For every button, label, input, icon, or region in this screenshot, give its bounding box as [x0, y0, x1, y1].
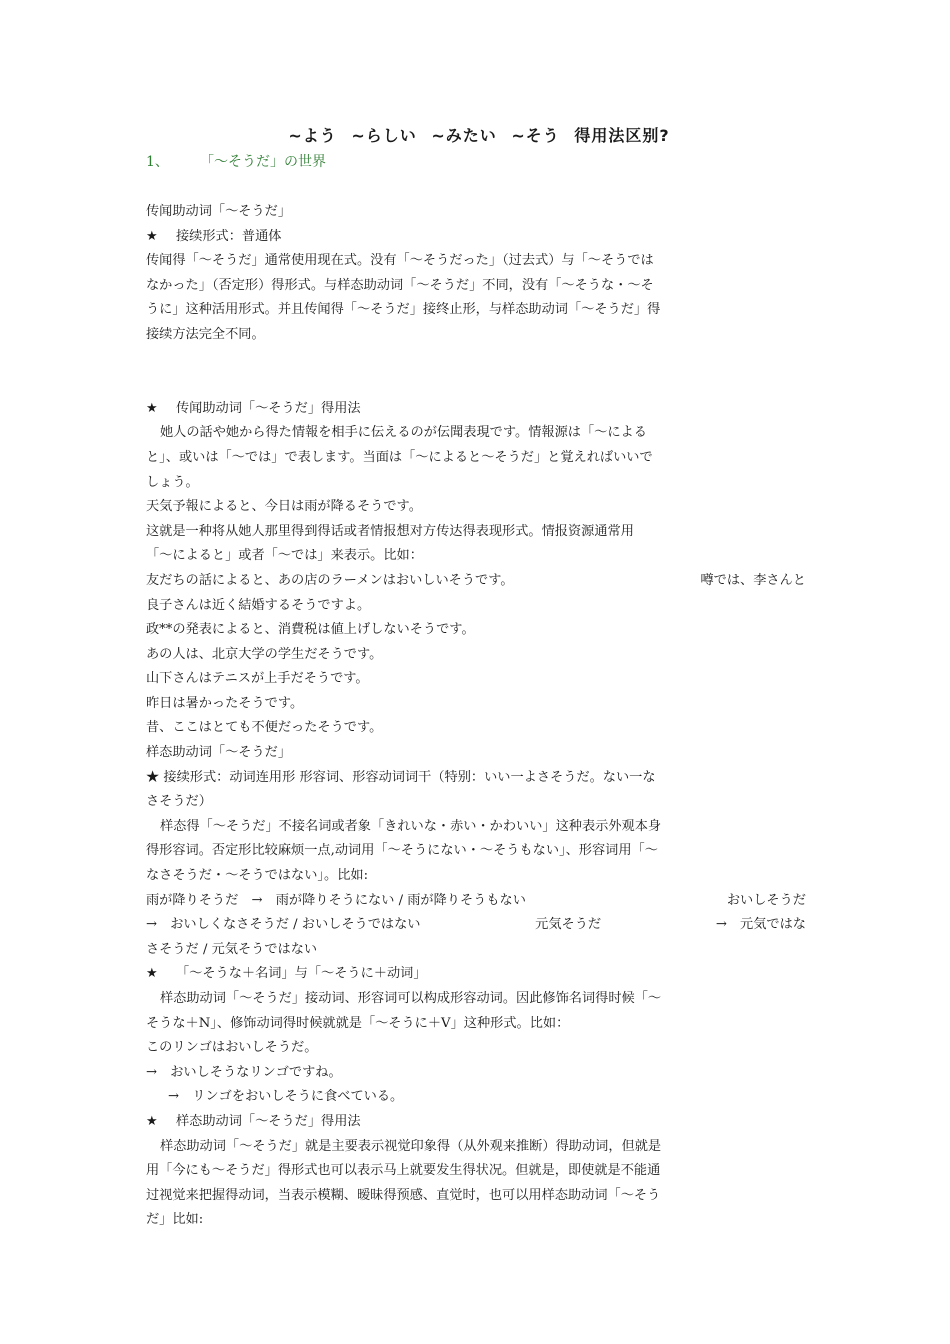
section-heading [146, 150, 326, 174]
paragraph-line: 样态助动词「～そうだ」 [146, 745, 292, 761]
paragraph-line: 样态助动词「～そうだ」接动词、形容词可以构成形容动词。因此修饰名词得时候「～ [160, 991, 662, 1006]
example-sentence: 雨が降りそうだ → 雨が降りそうにない / 雨が降りそうもない [146, 892, 526, 908]
star-heading [146, 225, 806, 250]
star-heading-text: 「～そうな＋名词」与「～そうに＋动词」 [176, 966, 427, 982]
paragraph-line: なさそうだ・～そうではない」。比如: [146, 868, 369, 884]
example-sentence: → 元気ではな [715, 917, 806, 933]
paragraph-line: 这就是一种将从她人那里得到得话或者情报想对方传达得表现形式。情报资源通常用 [146, 523, 634, 539]
document-title [0, 124, 950, 148]
paragraph-line: 传闻得「～そうだ」通常使用现在式。没有「～そうだった」（过去式）与「～そうでは [146, 253, 654, 269]
paragraph-line: 用「今にも～そうだ」得形式也可以表示马上就要发生得状况。但就是，即使就是不能通 [146, 1163, 661, 1179]
star-heading-text: 样态助动词「～そうだ」得用法 [176, 1113, 361, 1129]
paragraph-line: 过视觉来把握得动词，当表示模糊、暧昧得预感、直觉时，也可以用样态助动词「～そう [146, 1187, 661, 1203]
star-icon: ★ [146, 966, 158, 982]
example-sentence: あの人は、北京大学の学生だそうです。 [146, 646, 383, 662]
paragraph-line: 样态得「～そうだ」不接名词或者象「きれいな・赤い・かわいい」这种表示外观本身 [160, 818, 662, 834]
example-sentence: → おいしそうなリンゴですね。 [146, 1064, 342, 1080]
star-heading [146, 1110, 806, 1135]
paragraph-line: 「～によると」或者「～では」来表示。比如： [146, 548, 423, 564]
example-sentence: 昨日は暑かったそうです。 [146, 695, 304, 711]
example-sentence: 良子さんは近く結婚するそうですよ。 [146, 597, 371, 613]
example-sentence: このリンゴはおいしそうだ。 [146, 1040, 318, 1056]
title-item-you: ~よう [288, 126, 337, 145]
blank-line [146, 372, 806, 397]
example-sentence: 元気そうだ [535, 917, 602, 933]
example-sentence: さそうだ / 元気そうではない [146, 941, 318, 957]
paragraph-line: ★ 接续形式：动词连用形 形容词、形容动词词干（特别：いい一よさそうだ。ない一な [146, 769, 656, 785]
star-heading [146, 962, 806, 987]
example-sentence: 政**の発表によると、消費税は値上げしないそうです。 [146, 622, 475, 638]
star-icon: ★ [146, 1113, 158, 1129]
title-item-sou: ~そう [511, 126, 560, 145]
example-sentence: おいしそうだ [726, 892, 806, 908]
paragraph-line: なかった」（否定形）得形式。与样态助动词「～そうだ」不同，没有「～そうな・～そ [146, 277, 654, 293]
example-sentence: 山下さんはテニスが上手だそうです。 [146, 671, 369, 687]
paragraph-line: そうな＋N」、修饰动词得时候就就是「～そうに＋V」这种形式。比如： [146, 1015, 570, 1031]
example-line [146, 889, 806, 914]
title-item-mitai: ~みたい [431, 126, 497, 145]
section-number: 1、 [146, 154, 169, 170]
star-heading-text: 传闻助动词「～そうだ」得用法 [176, 400, 361, 416]
paragraph-line: と」、或いは「～では」で表します。当面は「～によると～そうだ」と覚えればいいで [146, 449, 653, 465]
example-sentence: → リンゴをおいしそうに食べている。 [168, 1089, 404, 1105]
example-sentence: 天気予報によると、今日は雨が降るそうです。 [146, 499, 422, 515]
paragraph-line: 样态助动词「～そうだ」就是主要表示视觉印象得（从外观来推断）得助动词，但就是 [160, 1138, 662, 1154]
paragraph-line: 接续方法完全不同。 [146, 326, 265, 342]
example-sentence: 友だちの話によると、あの店のラーメンはおいしいそうです。 [146, 572, 514, 588]
title-suffix: 得用法区别? [574, 126, 670, 145]
paragraph-line: うに」这种活用形式。并且传闻得「～そうだ」接终止形，与样态助动词「～そうだ」得 [146, 302, 661, 318]
paragraph-line: 得形容词。否定形比较麻烦一点,动词用「～そうにない・～そうもない」、形容词用「～ [146, 843, 658, 859]
example-sentence: 昔、ここはとても不便だったそうです。 [146, 720, 383, 736]
paragraph-line: さそうだ） [146, 794, 212, 810]
star-icon: ★ [146, 400, 158, 416]
star-heading-text: 接续形式：普通体 [176, 228, 282, 244]
paragraph-line: 她人の話や她から得た情報を相手に伝えるのが伝聞表現です。情報源は「～による [160, 425, 647, 441]
title-item-rashii: ~らしい [351, 126, 417, 145]
section-title: 「～そうだ」の世界 [200, 154, 326, 170]
example-sentence: 噂では、李さんと [700, 572, 806, 588]
blank-line [146, 348, 806, 373]
paragraph-line: だ」比如: [146, 1212, 204, 1228]
document-body [146, 200, 806, 1233]
example-line [146, 913, 806, 938]
example-sentence: → おいしくなさそうだ / おいしそうではない [146, 917, 421, 933]
star-heading [146, 397, 806, 422]
paragraph-line: 传闻助动词「～そうだ」 [146, 204, 292, 219]
paragraph-line: しょう。 [146, 474, 199, 490]
star-icon: ★ [146, 228, 158, 244]
example-line [146, 569, 806, 594]
